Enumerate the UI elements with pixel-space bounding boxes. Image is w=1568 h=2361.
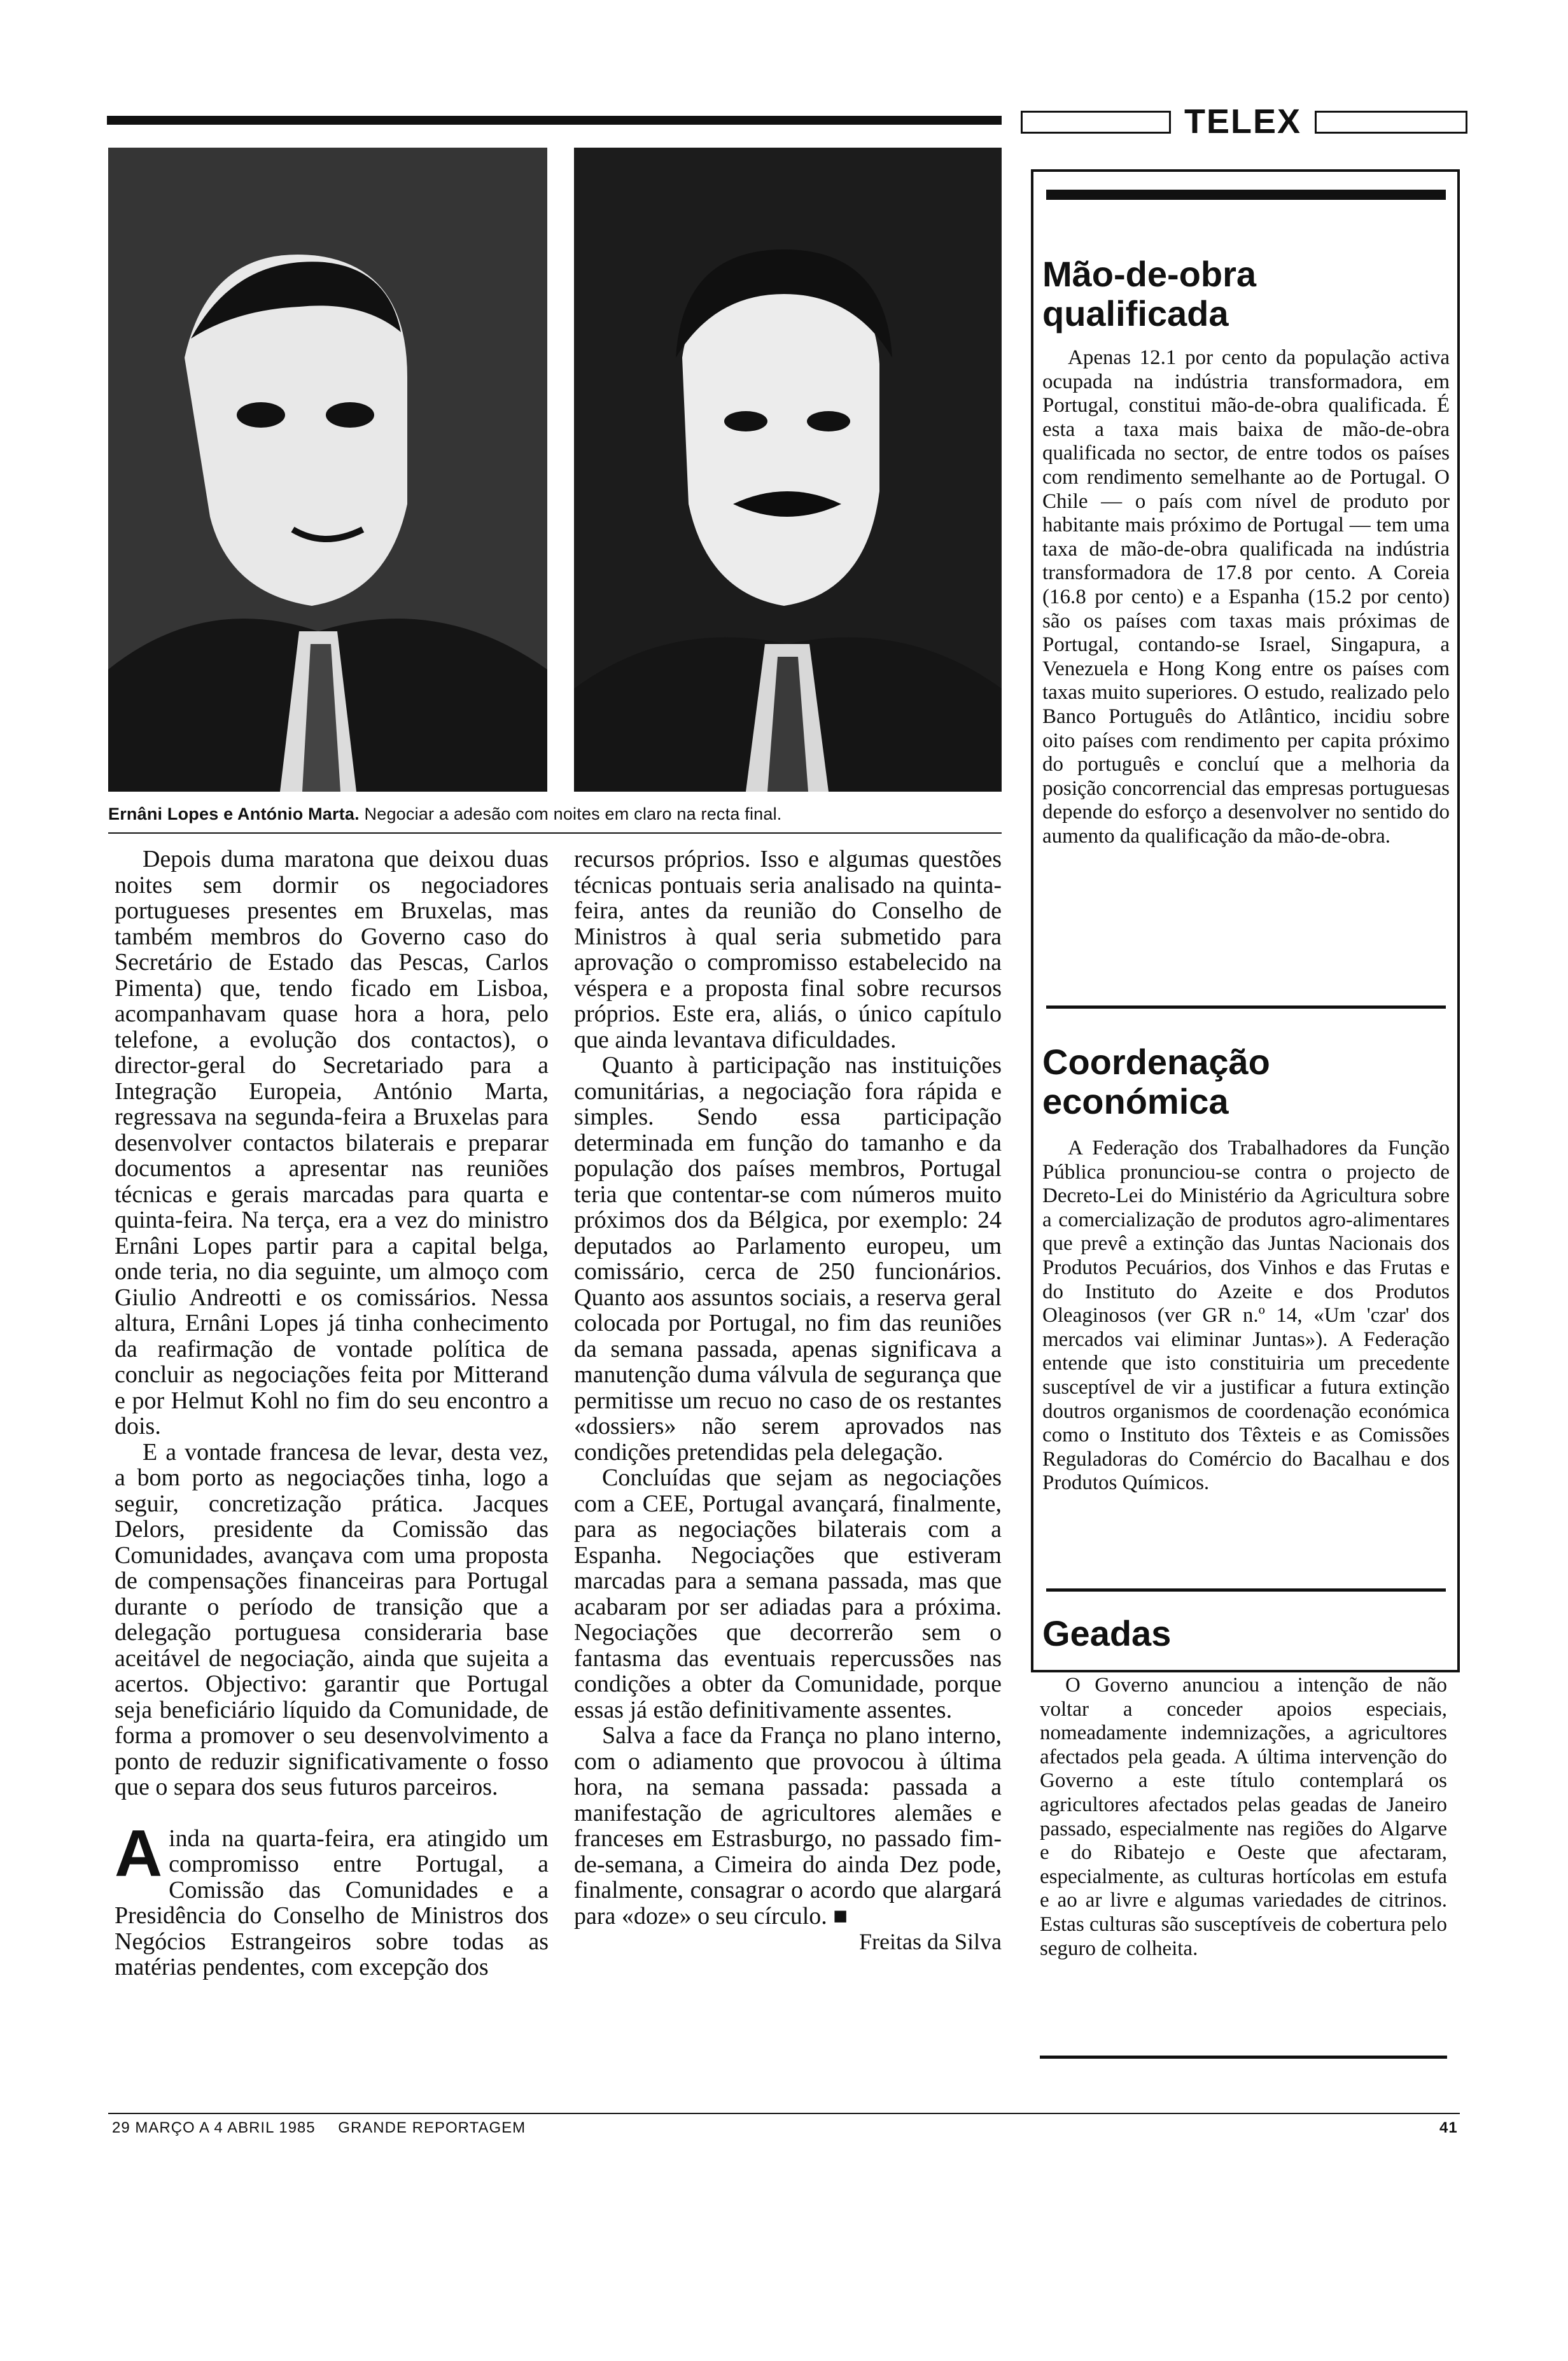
telex-item-title: Geadas [1042, 1613, 1172, 1653]
photo-caption [108, 804, 1002, 824]
top-rule [107, 116, 1002, 125]
telex-header-left-box [1021, 111, 1171, 134]
footer-rule [108, 2113, 1460, 2114]
telex-item [1042, 255, 1450, 848]
article-paragraph: recursos próprios. Isso e algumas questões técnicas pontuais seria analisado na quinta-feira, antes da reunião do Conselho de Ministros à qual seria submetido para aprovação o compromisso estabelecido na véspera e a proposta final sobre recursos próprios. Este era, aliás, o único capítulo que ainda levantava dificuldades. [574, 846, 1002, 1053]
telex-item [1042, 1042, 1450, 1496]
portrait-left-graphic [108, 148, 547, 792]
footer-publication: GRANDE REPORTAGEM [338, 2119, 526, 2136]
telex-item-paragraph: A Federação dos Trabalhadores da Função Pública pronunciou-se contra o projecto de Decreto-Lei do Ministério da Agricultura sobre a comercialização de produtos agro-alimentares que prevê a extinção das Juntas Nacionais dos Produtos Pecuários, dos Vinhos e das Frutas e do Instituto do Azeite e dos Produtos Oleaginosos (ver GR n.º 14, «Um 'czar' dos mercados vai eliminar Juntas»). A Federação entende que isto constituiria um precedente susceptível de vir a justificar a futura extinção doutros organismos de coordenação económica como o Instituto dos Têxteis e as Comissões Reguladoras do Comércio do Bacalhau e dos Produtos Químicos. [1042, 1137, 1450, 1495]
telex-header-right-box [1315, 111, 1467, 134]
article-paragraph [574, 1722, 1002, 1954]
caption-names: Ernâni Lopes e António Marta. [108, 804, 360, 823]
dropcap-letter: A [115, 1816, 163, 1891]
page-number: 41 [1439, 2119, 1458, 2136]
telex-sidebar [1031, 169, 1460, 1672]
telex-header [1021, 102, 1466, 141]
telex-item-title: Coordenação económica [1042, 1042, 1270, 1121]
article-paragraph-text: Salva a face da França no plano interno, com o adiamento que provocou à última hora, na semana passada: passada a manifestação de agricultores alemães e franceses em Estrasburgo, no passado fim-de-semana, a Cimeira do ainda Dez pode, finalmente, consagrar o acordo que alargará para «doze» o seu círculo. [574, 1722, 1002, 1930]
article-paragraph: Concluídas que sejam as negociações com a CEE, Portugal avançará, finalmente, para as negociações bilaterais com a Espanha. Negociações que estiveram marcadas para a semana passada, mas que acabaram por ser adiadas para a próxima. Negociações que decorrerão sem o fantasma das eventuais repercussões nas condições a obter da Comunidade, porque essas já estão definitivamente assentes. [574, 1464, 1002, 1723]
telex-item-text-continued [1040, 1674, 1447, 1961]
author-byline: Freitas da Silva [859, 1929, 1002, 1954]
dropcap-paragraph [115, 1816, 549, 1980]
article-column-2 [574, 846, 1002, 2361]
sidebar-divider [1046, 1005, 1446, 1009]
sidebar-bottom-rule [1040, 2056, 1447, 2059]
article-paragraph: E a vontade francesa de levar, desta vez, a bom porto as negociações tinha, logo a seguir, concretização prática. Jacques Delors, presidente da Comissão das Comunidades, avançava com uma proposta de compensações financeiras para Portugal durante o período de transição que a delegação portuguesa consideraria base aceitável de negociação, ainda que sujeita a acertos. Objectivo: garantir que Portugal seja beneficiário líquido da Comunidade, de forma a promover o seu desenvolvimento a ponto de reduzir significativamente o fosso que o separa dos seus futuros parceiros. [115, 1438, 549, 1800]
caption-rule [108, 832, 1002, 834]
telex-item-text [1042, 346, 1450, 848]
telex-title: TELEX [1184, 102, 1302, 141]
telex-item [1042, 1614, 1450, 1653]
sidebar-divider [1046, 1588, 1446, 1592]
article-paragraph: Quanto à participação nas instituições comunitárias, a negociação fora rápida e simples. Sendo essa participação determinada em função do tamanho e da população dos países membros, Portugal teria que contentar-se com números muito próximos dos da Bélgica, por exemplo: 24 deputados ao Parlamento europeu, um comissário, cerca de 250 funcionários. Quanto aos assuntos sociais, a reserva geral colocada por Portugal, no fim das reuniões da semana passada, apenas significava a manutenção duma válvula de segurança que permitisse um recuo no caso de os restantes «dossiers» não serem aprovados nas condições pretendidas pela delegação. [574, 1052, 1002, 1466]
telex-item-paragraph: O Governo anunciou a intenção de não voltar a conceder apoios especiais, nomeadamente indemnizações, a agricultores afectados pela geada. A última intervenção do Governo a este título contemplará os agricultores afectados pelas geadas de Janeiro passado, especialmente nas regiões do Algarve e do Ribatejo e Oeste que afectaram, especialmente, as culturas hortícolas em estufa e ao ar livre e algumas variedades de citrinos. Estas culturas são susceptíveis de cobertura pelo seguro de colheita. [1040, 1674, 1447, 1960]
caption-text: Negociar a adesão com noites em claro na recta final. [364, 804, 782, 823]
end-mark: ■ [833, 1902, 848, 1930]
sidebar-top-bar [1046, 190, 1446, 200]
dropcap-paragraph-text: inda na quarta-feira, era atingido um compromisso entre Portugal, a Comissão das Comunidades e a Presidência do Conselho de Ministros dos Negócios Estrangeiros sobre todas as matérias pendentes, com excepção dos [115, 1825, 549, 1980]
telex-item-title: Mão-de-obra qualificada [1042, 254, 1256, 333]
article-paragraph: Depois duma maratona que deixou duas noites sem dormir os negociadores portugueses presentes em Bruxelas, mas também membros do Governo caso do Secretário de Estado das Pescas, Carlos Pimenta) que, tendo ficado em Lisboa, acompanhavam quase hora a hora, pelo telefone, a evolução dos contactos), o director-geral do Secretariado para a Integração Europeia, António Marta, regressava na segunda-feira a Bruxelas para desenvolver contactos bilaterais e preparar documentos a apresentar nas reuniões técnicas e gerais marcadas para quarta e quinta-feira. Na terça, era a vez do ministro Ernâni Lopes partir para a capital belga, onde teria, no dia seguinte, um almoço com Giulio Andreotti e os comissários. Nessa altura, Ernâni Lopes já tinha conhecimento da reafirmação de vontade política de concluir as negociações feita por Mitterand e por Helmut Kohl no fim do seu encontro a dois. [115, 846, 549, 1440]
telex-item-text [1042, 1137, 1450, 1496]
footer-issue [112, 2119, 526, 2137]
telex-item-paragraph: Apenas 12.1 por cento da população activa ocupada na indústria transformadora, em Portugal, constitui mão-de-obra qualificada. É esta a taxa mais baixa de mão-de-obra qualificada no sector, de entre todos os países com rendimento semelhante ao de Portugal. O Chile — o país com nível de produto por habitante mais próximo de Portugal — tem uma taxa de mão-de-obra qualificada na indústria transformadora de 17.8 por cento. A Coreia (16.8 por cento) e a Espanha (15.2 por cento) são os países com taxas mais próximas de Portugal, contando-se Israel, Singapura, a Venezuela e Hong Kong entre os países com taxas muito superiores. O estudo, realizado pelo Banco Português do Atlântico, incidiu sobre oito países com rendimento per capita próximo do português e concluí que a melhoria da posição concorrencial das empresas portuguesas depende do esforço a desenvolver no sentido do aumento da qualificação da mão-de-obra. [1042, 346, 1450, 848]
footer-date: 29 MARÇO A 4 ABRIL 1985 [112, 2119, 316, 2136]
portrait-right-graphic [574, 148, 1002, 792]
photo-ernani-lopes [108, 148, 547, 792]
photo-antonio-marta [574, 148, 1002, 792]
